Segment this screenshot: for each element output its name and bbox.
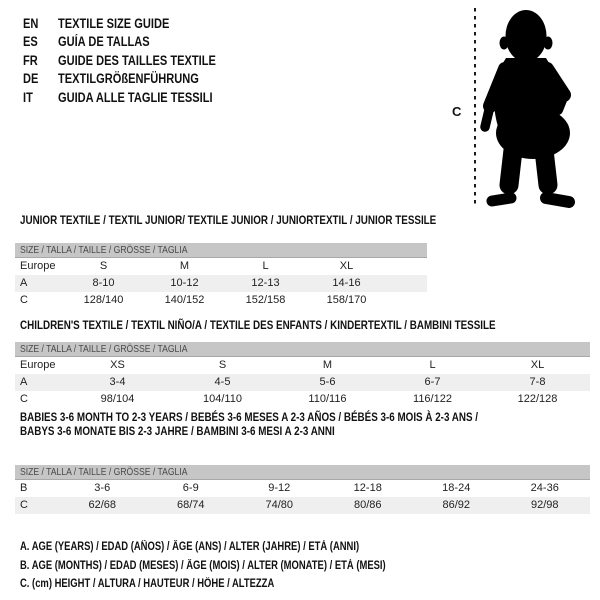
table-row <box>15 391 590 408</box>
babies-size-table <box>15 465 590 514</box>
table-cell: 18-24 <box>442 482 471 494</box>
row-label: C <box>20 294 28 306</box>
table-row <box>15 292 427 309</box>
column-header: XL <box>339 260 354 272</box>
table-cell: 6-9 <box>182 482 199 494</box>
junior-size-table <box>15 243 427 309</box>
region-label: Europe <box>20 359 56 371</box>
table-cell: 5-6 <box>319 376 336 388</box>
size-header-bar: SIZE / TALLA / TAILLE / GRÖSSE / TAGLIA <box>15 465 590 480</box>
column-header-row <box>15 258 427 275</box>
row-label: A <box>20 277 28 289</box>
table-cell: 6-7 <box>424 376 441 388</box>
table-cell: 9-12 <box>268 482 291 494</box>
table-cell: 158/170 <box>326 294 367 306</box>
table-cell: 12-13 <box>251 277 280 289</box>
table-cell: 128/140 <box>83 294 124 306</box>
language-row <box>23 14 251 33</box>
table-cell: 68/74 <box>176 499 205 511</box>
column-header: S <box>218 359 227 371</box>
table-row <box>15 497 590 514</box>
table-cell: 140/152 <box>164 294 205 306</box>
column-header: M <box>322 359 333 371</box>
table-cell: 98/104 <box>100 393 135 405</box>
language-title: TEXTILE SIZE GUIDE <box>58 15 170 31</box>
row-label: A <box>20 376 28 388</box>
language-code: DE <box>23 71 39 87</box>
table-cell: 116/122 <box>413 393 452 405</box>
column-header: XS <box>110 359 125 371</box>
language-code: EN <box>23 15 39 31</box>
table-cell: 104/110 <box>203 393 242 405</box>
column-header: L <box>262 260 269 272</box>
language-code: ES <box>23 34 38 50</box>
baby-silhouette <box>485 10 570 202</box>
table-cell: 24-36 <box>530 482 559 494</box>
table-cell: 110/116 <box>308 393 347 405</box>
footnote-b: B. AGE (MONTHS) / EDAD (MESES) / ÂGE (MOIS) / ALTER (MONATE) / ETÀ (MESI) <box>20 559 386 572</box>
table-cell: 14-16 <box>332 277 361 289</box>
column-header-row <box>15 357 590 374</box>
language-title: GUÍA DE TALLAS <box>58 34 150 50</box>
row-label: C <box>20 499 28 511</box>
children-table-title: CHILDREN'S TEXTILE / TEXTIL NIÑO/A / TEXTILE DES ENFANTS / KINDERTEXTIL / BAMBINI TESSILE <box>20 318 496 332</box>
junior-table-title: JUNIOR TEXTILE / TEXTIL JUNIOR/ TEXTILE JUNIOR / JUNIORTEXTIL / JUNIOR TESSILE <box>20 213 437 227</box>
table-cell: 12-18 <box>353 482 382 494</box>
size-header-bar: SIZE / TALLA / TAILLE / GRÖSSE / TAGLIA <box>15 243 427 258</box>
table-cell: 74/80 <box>265 499 294 511</box>
column-header: S <box>99 260 108 272</box>
table-row <box>15 275 427 292</box>
column-header: XL <box>530 359 545 371</box>
table-cell: 10-12 <box>170 277 199 289</box>
language-row <box>23 33 251 52</box>
babies-table-title: BABIES 3-6 MONTH TO 2-3 YEARS / BEBÉS 3-6 MESES A 2-3 AÑOS / BÉBÉS 3-6 MOIS À 2-3 ANS / BABYS 3-6 MONATE BIS 2-3 JAHRE / BAMBINI 3-6 MESI A 2-3 ANNI <box>20 410 479 438</box>
column-header: L <box>429 359 436 371</box>
language-title-list <box>23 14 251 107</box>
children-size-table <box>15 342 590 408</box>
language-row <box>23 88 251 107</box>
table-row <box>15 480 590 497</box>
language-code: IT <box>23 89 33 105</box>
table-cell: 3-4 <box>109 376 126 388</box>
height-measure-label: C <box>452 104 462 119</box>
region-label: Europe <box>20 260 56 272</box>
table-cell: 7-8 <box>529 376 546 388</box>
table-cell: 80/86 <box>353 499 382 511</box>
table-cell: 152/158 <box>245 294 286 306</box>
table-cell: 8-10 <box>92 277 115 289</box>
table-cell: 92/98 <box>530 499 559 511</box>
table-row <box>15 374 590 391</box>
language-title: GUIDA ALLE TAGLIE TESSILI <box>58 89 213 105</box>
language-row <box>23 51 251 70</box>
table-cell: 3-6 <box>94 482 111 494</box>
language-title: TEXTILGRÖßENFÜHRUNG <box>58 71 199 87</box>
table-cell: 86/92 <box>442 499 471 511</box>
table-cell: 62/68 <box>88 499 117 511</box>
table-cell: 4-5 <box>214 376 231 388</box>
language-row <box>23 70 251 89</box>
size-header-bar: SIZE / TALLA / TAILLE / GRÖSSE / TAGLIA <box>15 342 590 357</box>
footnote-a: A. AGE (YEARS) / EDAD (AÑOS) / ÂGE (ANS) / ALTER (JAHRE) / ETÀ (ANNI) <box>20 541 360 553</box>
language-code: FR <box>23 52 38 68</box>
baby-silhouette-figure <box>472 2 598 208</box>
row-label: C <box>20 393 28 405</box>
table-cell: 122/128 <box>517 393 558 405</box>
row-label: B <box>20 482 28 494</box>
language-title: GUIDE DES TAILLES TEXTILE <box>58 52 216 68</box>
footnote-legend <box>20 538 466 594</box>
footnote-c: C. (cm) HEIGHT / ALTURA / HAUTEUR / HÖHE / ALTEZZA <box>20 578 275 590</box>
column-header: M <box>179 260 190 272</box>
